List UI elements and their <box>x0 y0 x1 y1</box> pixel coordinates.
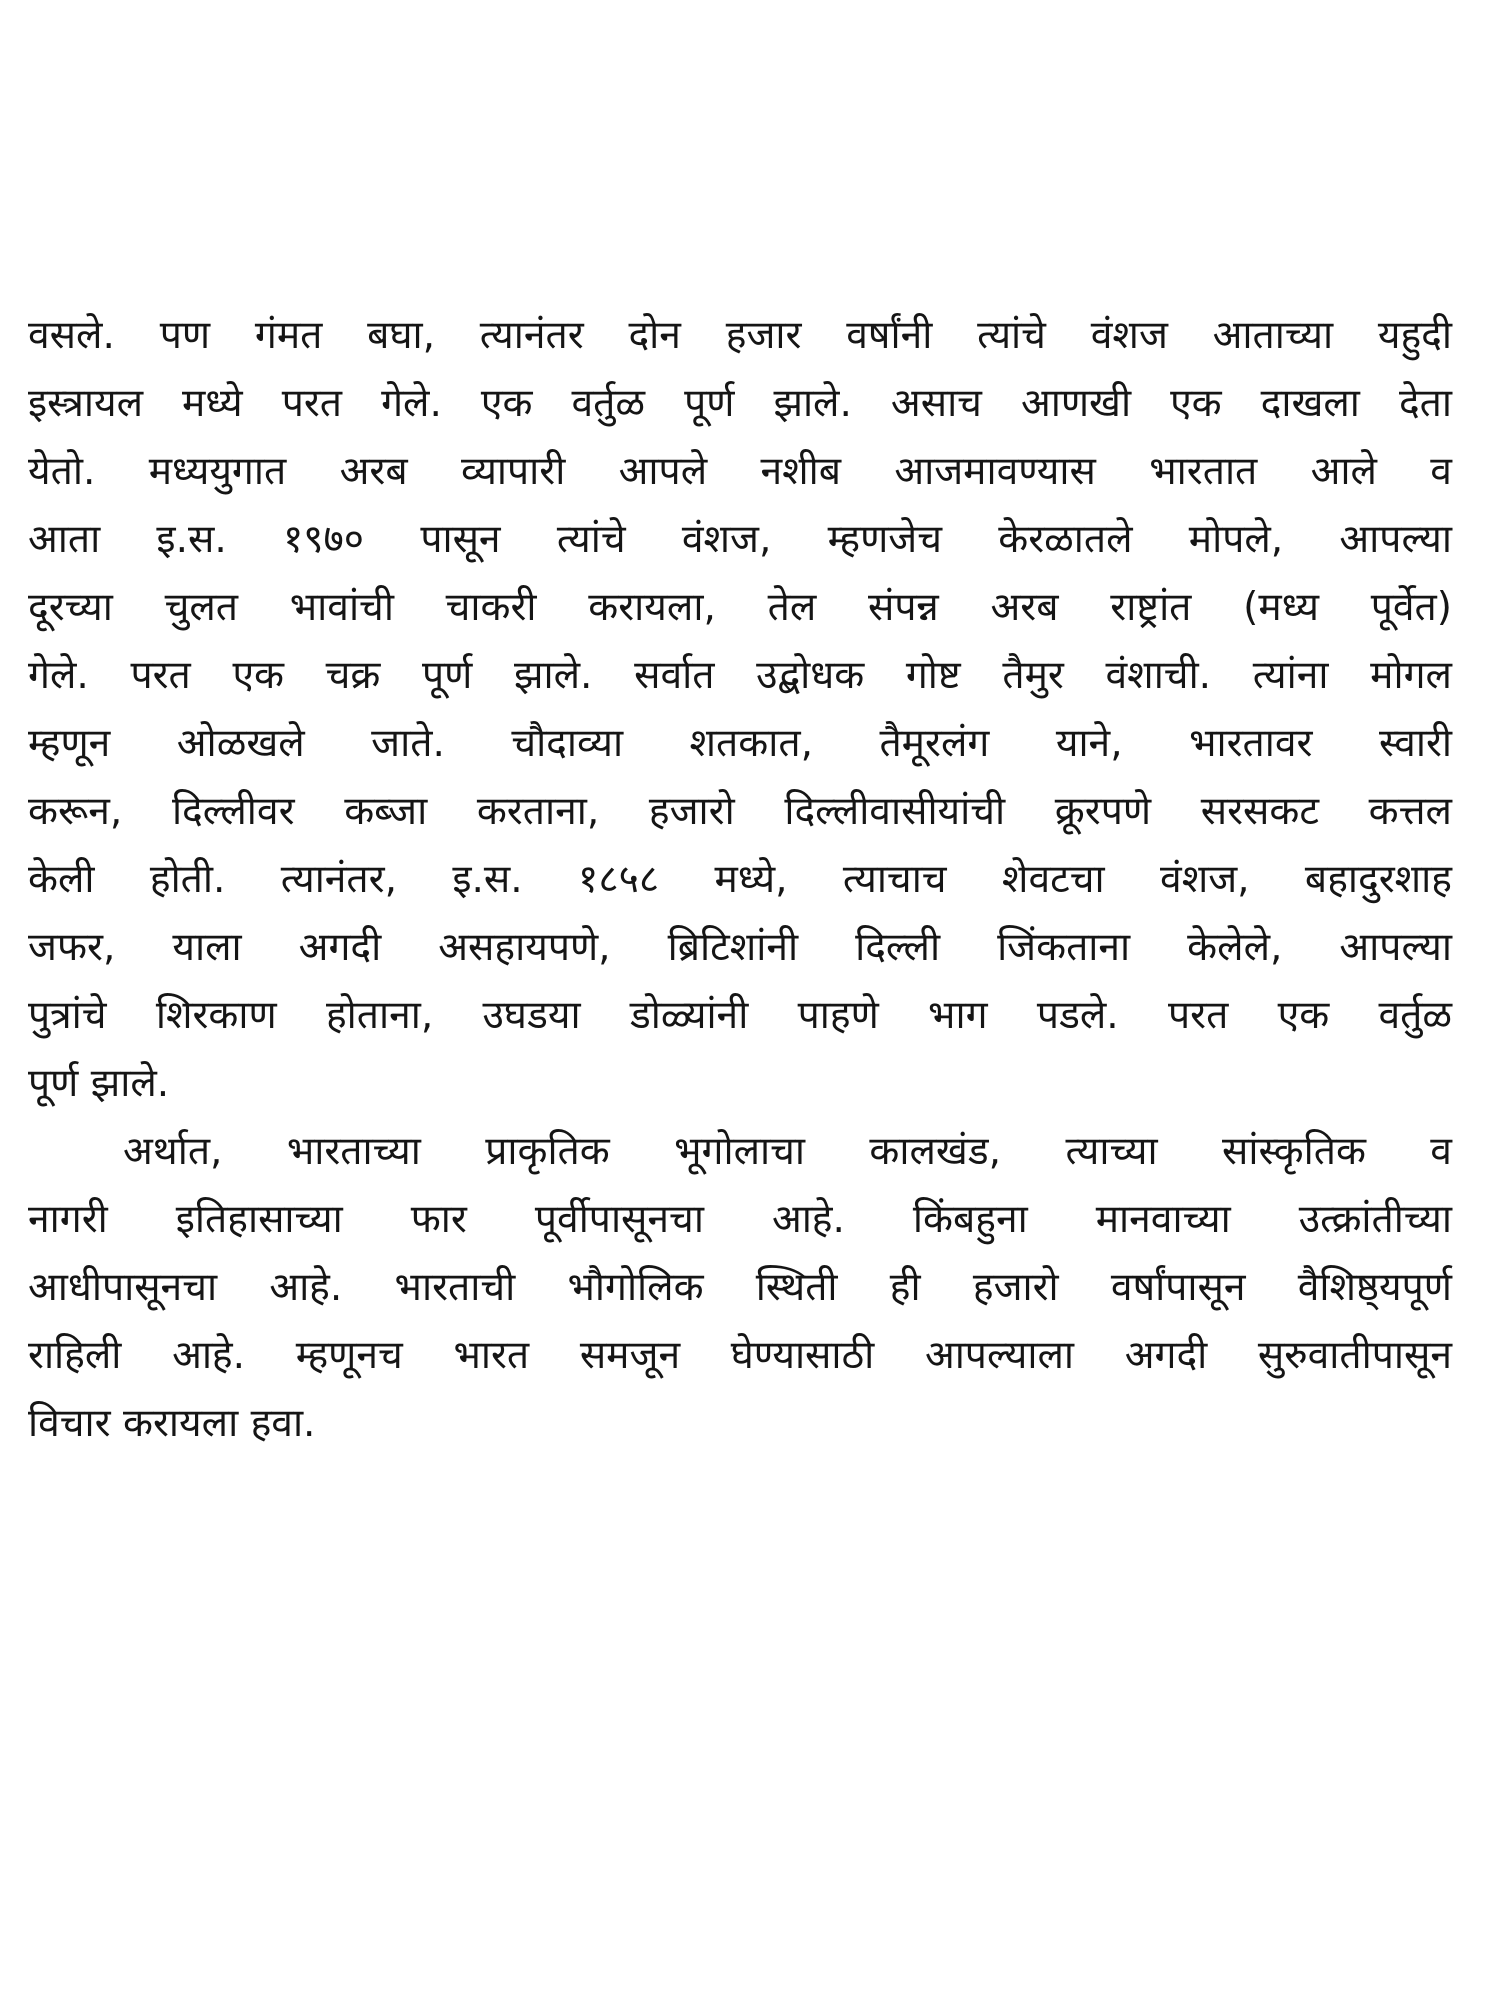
text-line: इस्त्रायल मध्ये परत गेले. एक वर्तुळ पूर्ण झाले. असाच आणखी एक दाखला देता <box>28 381 1452 426</box>
text-line: जफर, याला अगदी असहायपणे, ब्रिटिशांनी दिल्ली जिंकताना केलेले, आपल्या <box>28 925 1452 970</box>
text-line: वसले. पण गंमत बघा, त्यानंतर दोन हजार वर्षांनी त्यांचे वंशज आताच्या यहुदी <box>28 313 1452 358</box>
text-line: येतो. मध्ययुगात अरब व्यापारी आपले नशीब आजमावण्यास भारतात आले व <box>28 449 1452 494</box>
text-line: पुत्रांचे शिरकाण होताना, उघडया डोळ्यांनी पाहणे भाग पडले. परत एक वर्तुळ <box>28 993 1452 1038</box>
text-line: करून, दिल्लीवर कब्जा करताना, हजारो दिल्लीवासीयांची क्रूरपणे सरसकट कत्तल <box>28 789 1452 834</box>
text-line: आता इ.स. १९७० पासून त्यांचे वंशज, म्हणजेच केरळातले मोपले, आपल्या <box>28 517 1452 562</box>
text-line: नागरी इतिहासाच्या फार पूर्वीपासूनचा आहे. किंबहुना मानवाच्या उत्क्रांतीच्या <box>28 1197 1452 1242</box>
text-line: केली होती. त्यानंतर, इ.स. १८५८ मध्ये, त्याचाच शेवटचा वंशज, बहादुरशाह <box>28 857 1452 902</box>
text-line: दूरच्या चुलत भावांची चाकरी करायला, तेल संपन्न अरब राष्ट्रांत (मध्य पूर्वेत) <box>28 585 1452 630</box>
text-line: राहिली आहे. म्हणूनच भारत समजून घेण्यासाठी आपल्याला अगदी सुरुवातीपासून <box>28 1333 1452 1378</box>
text-line: आधीपासूनचा आहे. भारताची भौगोलिक स्थिती ही हजारो वर्षांपासून वैशिष्ठ्यपूर्ण <box>28 1265 1452 1310</box>
text-line: गेले. परत एक चक्र पूर्ण झाले. सर्वात उद्बोधक गोष्ट तैमुर वंशाची. त्यांना मोगल <box>28 653 1452 698</box>
text-line: अर्थात, भारताच्या प्राकृतिक भूगोलाचा कालखंड, त्याच्या सांस्कृतिक व <box>123 1129 1452 1174</box>
body-text <box>28 302 1452 1458</box>
text-line: विचार करायला हवा. <box>28 1401 316 1446</box>
text-line: पूर्ण झाले. <box>28 1061 170 1106</box>
text-line: म्हणून ओळखले जाते. चौदाव्या शतकात, तैमूरलंग याने, भारतावर स्वारी <box>28 721 1452 766</box>
